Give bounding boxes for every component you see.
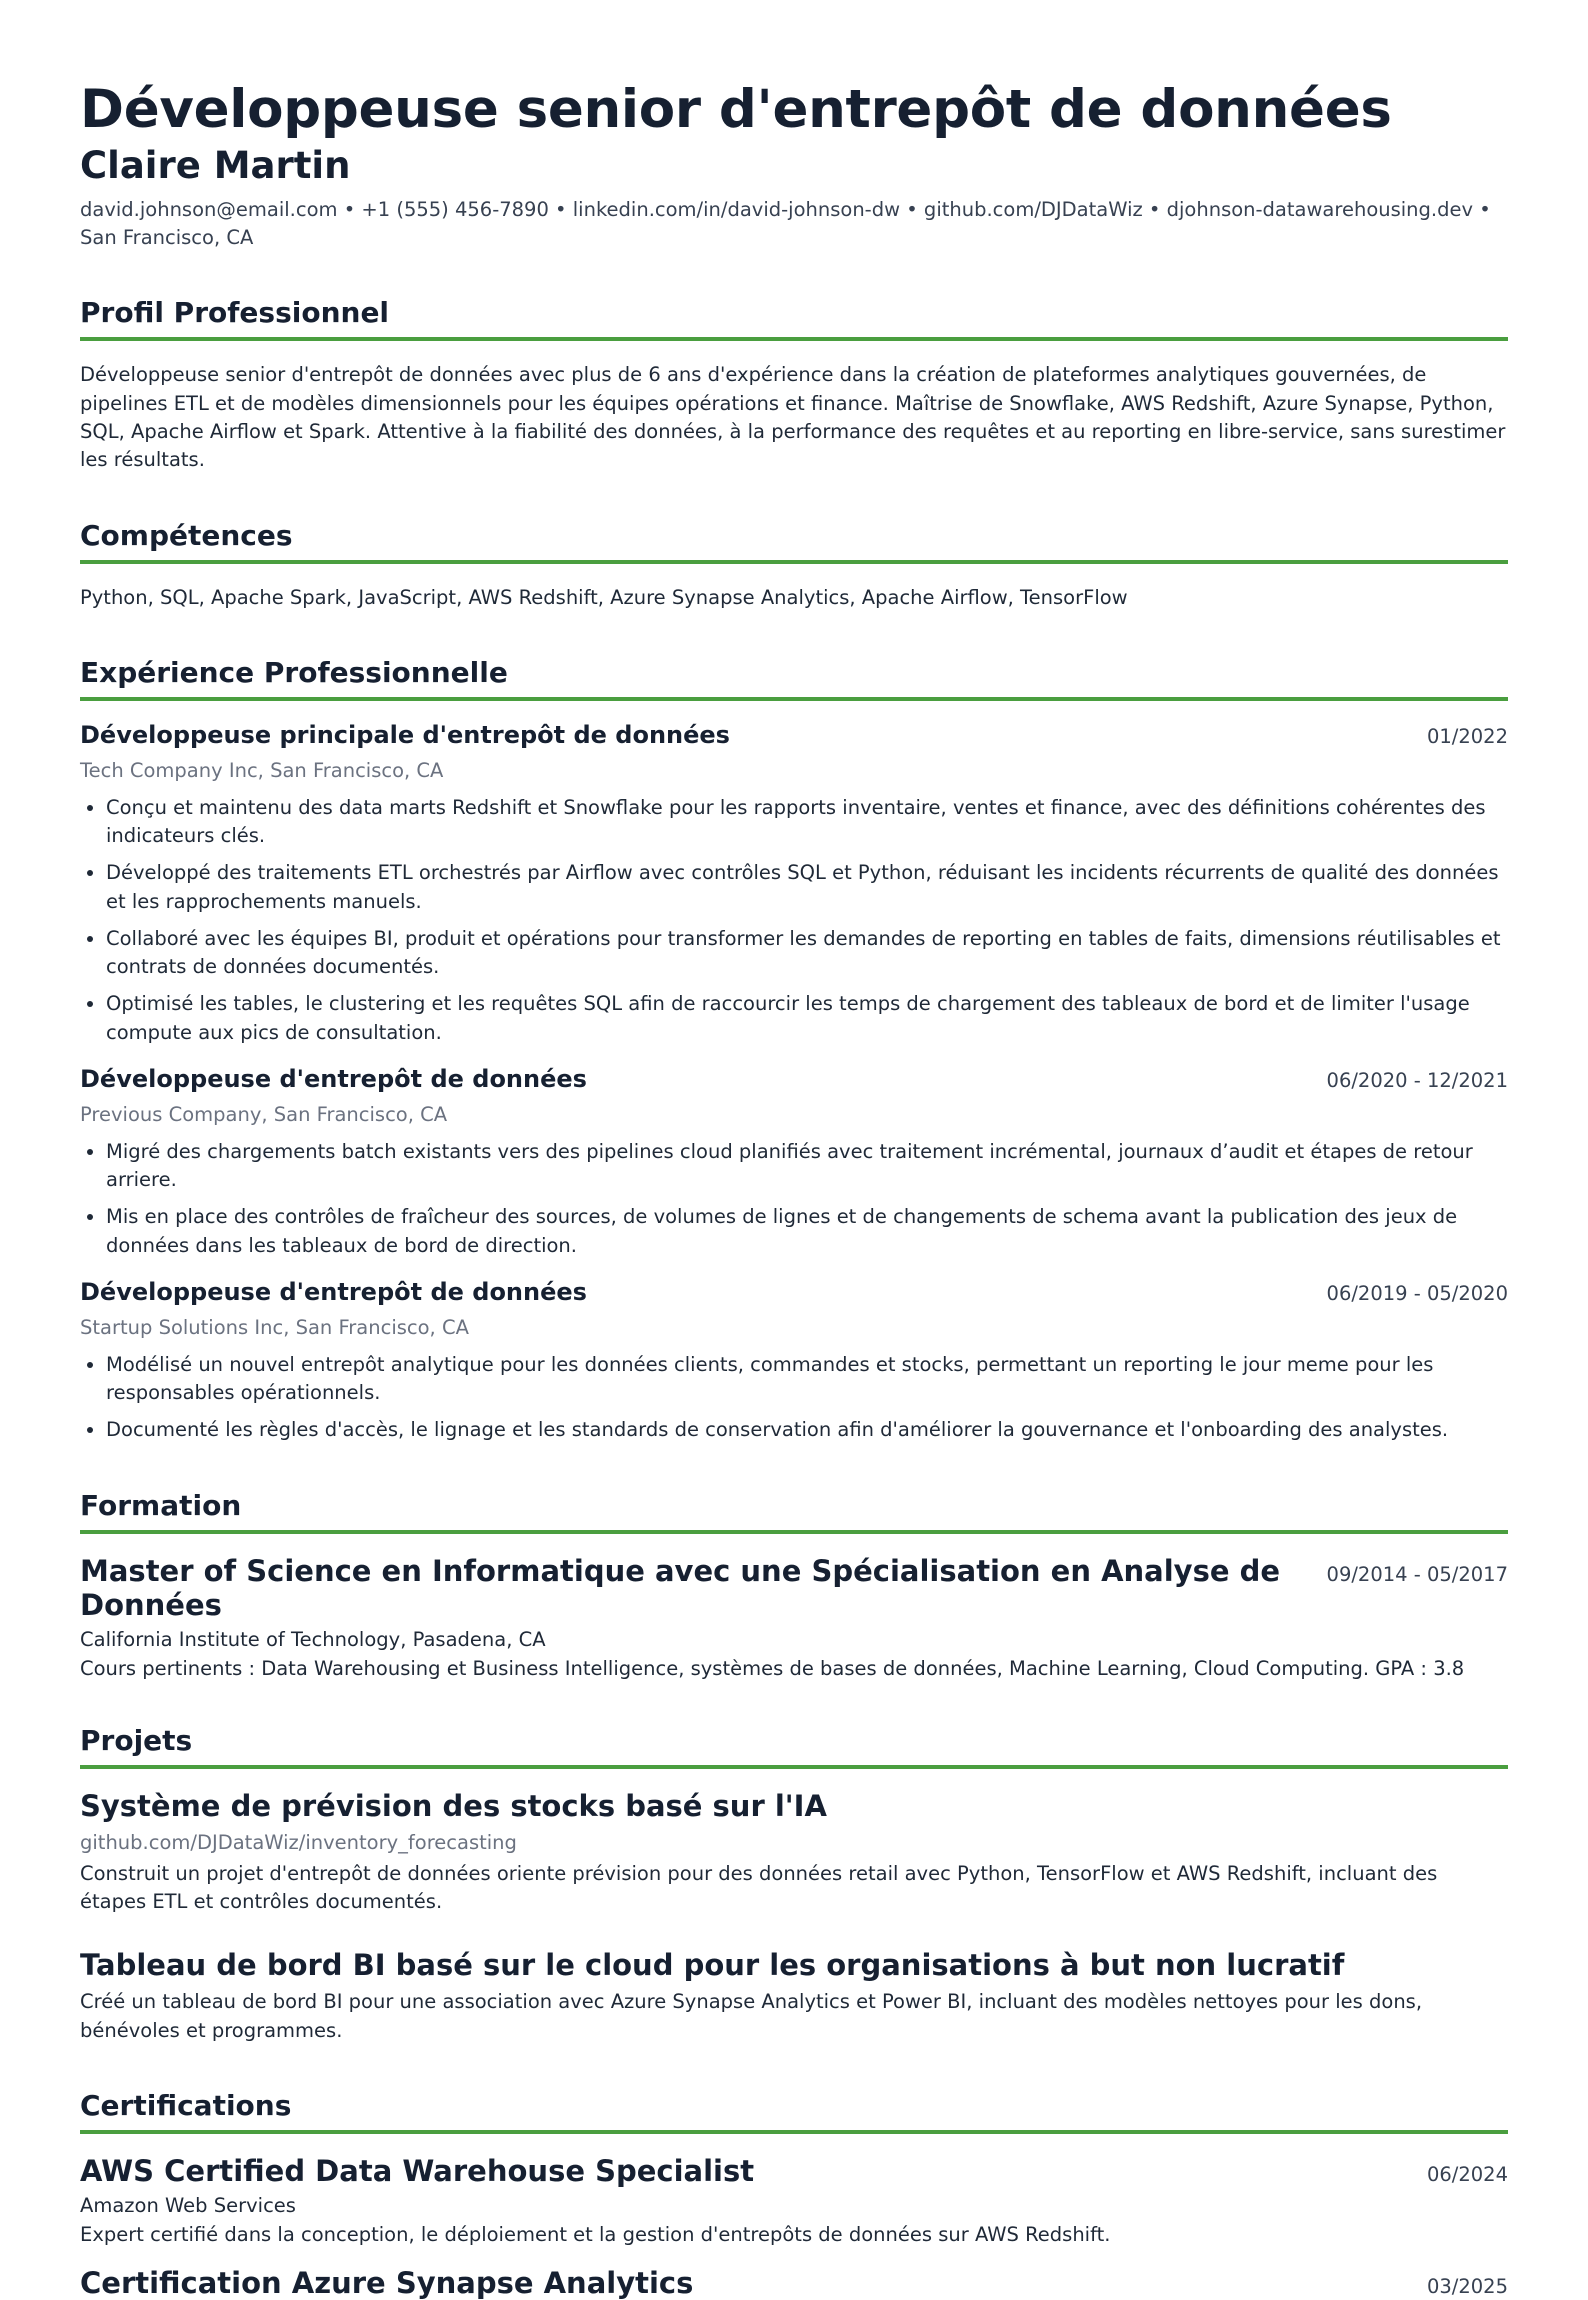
job-bullet: • Modélisé un nouvel entrepôt analytique pour les données clients, commandes et stocks, permettant un reporting le jour meme pour les responsables opérationnels.: [106, 1351, 1508, 1408]
job-bullets: [80, 1351, 1508, 1445]
certifications-section: [80, 2089, 1508, 2300]
certification-title: AWS Certified Data Warehouse Specialist: [80, 2153, 755, 2188]
project-entry: [80, 1948, 1508, 2045]
project-entry: [80, 1789, 1508, 1917]
section-heading-profile: Profil Professionnel: [80, 296, 1508, 341]
job-company: Tech Company Inc, San Francisco, CA: [80, 758, 444, 782]
section-heading-experience: Expérience Professionnelle: [80, 656, 1508, 701]
candidate-name: Claire Martin: [80, 144, 351, 188]
job-bullet: • Développé des traitements ETL orchestrés par Airflow avec contrôles SQL et Python, réduisant les incidents récurrents de qualité des données et les rapprochements manuels.: [106, 859, 1508, 916]
experience-section: [80, 656, 1508, 1445]
job-date: 01/2022: [1426, 724, 1508, 748]
certification-title: Certification Azure Synapse Analytics: [80, 2265, 694, 2300]
job-company: Startup Solutions Inc, San Francisco, CA: [80, 1315, 469, 1339]
certification-description: Expert certifié dans la conception, le déploiement et la gestion d'entrepôts de données sur AWS Redshift.: [80, 2222, 1111, 2246]
contact-line: david.johnson@email.com • +1 (555) 456-7890 • linkedin.com/in/david-johnson-dw • github.com/DJDataWiz • djohnson-datawarehousing.dev • San Francisco, CA: [80, 197, 1491, 250]
certification-date: 03/2025: [1426, 2274, 1508, 2298]
job-company: Previous Company, San Francisco, CA: [80, 1102, 448, 1126]
certification-issuer: Amazon Web Services: [80, 2193, 296, 2217]
job-title: Développeuse principale d'entrepôt de données: [80, 720, 730, 749]
job-bullet: • Documenté les règles d'accès, le lignage et les standards de conservation afin d'améliorer la gouvernance et l'onboarding des analystes.: [106, 1416, 1508, 1444]
job-bullets: [80, 794, 1508, 1047]
school-name: California Institute of Technology, Pasadena, CA: [80, 1627, 546, 1651]
job-bullet: • Optimisé les tables, le clustering et les requêtes SQL afin de raccourcir les temps de chargement des tableaux de bord et de limiter l'usage compute aux pics de consultation.: [106, 990, 1508, 1047]
job-title: Développeuse d'entrepôt de données: [80, 1064, 587, 1093]
job-bullet: • Collaboré avec les équipes BI, produit et opérations pour transformer les demandes de reporting en tables de faits, dimensions réutilisables et contrats de données documentés.: [106, 925, 1508, 982]
job-bullet: • Mis en place des contrôles de fraîcheur des sources, de volumes de lignes et de changements de schema avant la publication des jeux de données dans les tableaux de bord de direction.: [106, 1203, 1508, 1260]
degree-title: Master of Science en Informatique avec une Spécialisation en Analyse de Données: [80, 1553, 1281, 1622]
job-date: 06/2020 - 12/2021: [1326, 1068, 1508, 1092]
job-date: 06/2019 - 05/2020: [1326, 1281, 1508, 1305]
job-title: Développeuse d'entrepôt de données: [80, 1277, 587, 1306]
job-entry: [80, 721, 1508, 1047]
project-link[interactable]: github.com/DJDataWiz/inventory_forecasting: [80, 1830, 517, 1854]
job-bullets: [80, 1138, 1508, 1260]
education-date: 09/2014 - 05/2017: [1326, 1562, 1508, 1586]
resume-title: Développeuse senior d'entrepôt de données: [80, 79, 1392, 140]
job-bullet: • Migré des chargements batch existants vers des pipelines cloud planifiés avec traitement incrémental, journaux d’audit et étapes de retour arriere.: [106, 1138, 1508, 1195]
certification-date: 06/2024: [1426, 2162, 1508, 2186]
education-section: [80, 1489, 1508, 1680]
projects-section: [80, 1724, 1508, 2045]
section-heading-projects: Projets: [80, 1724, 1508, 1769]
profile-text: Développeuse senior d'entrepôt de données avec plus de 6 ans d'expérience dans la création de plateformes analytiques gouvernées, de pipelines ETL et de modèles dimensionnels pour les équipes opérations et finance. Maîtrise de Snowflake, AWS Redshift, Azure Synapse, Python, SQL, Apache Airflow et Spark. Attentive à la fiabilité des données, à la performance des requêtes et au reporting en libre-service, sans surestimer les résultats.: [80, 363, 1506, 472]
project-title: Système de prévision des stocks basé sur l'IA: [80, 1788, 827, 1823]
education-courses: Cours pertinents : Data Warehousing et Business Intelligence, systèmes de bases de données, Machine Learning, Cloud Computing. GPA : 3.8: [80, 1656, 1465, 1680]
profile-section: [80, 296, 1508, 474]
skills-text: Python, SQL, Apache Spark, JavaScript, AWS Redshift, Azure Synapse Analytics, Apache Airflow, TensorFlow: [80, 585, 1128, 609]
job-entry: [80, 1065, 1508, 1260]
skills-section: [80, 519, 1508, 612]
section-heading-certifications: Certifications: [80, 2089, 1508, 2134]
job-entry: [80, 1278, 1508, 1445]
project-title: Tableau de bord BI basé sur le cloud pour les organisations à but non lucratif: [80, 1948, 1345, 1983]
job-bullet: • Conçu et maintenu des data marts Redshift et Snowflake pour les rapports inventaire, ventes et finance, avec des définitions cohérentes des indicateurs clés.: [106, 794, 1508, 851]
certification-entry: [80, 2266, 1508, 2300]
project-description: Créé un tableau de bord BI pour une association avec Azure Synapse Analytics et Power BI, incluant des modèles nettoyes pour les dons, bénévoles et programmes.: [80, 1990, 1423, 2042]
section-heading-skills: Compétences: [80, 519, 1508, 564]
project-description: Construit un projet d'entrepôt de données oriente prévision pour des données retail avec Python, TensorFlow et AWS Redshift, incluant des étapes ETL et contrôles documentés.: [80, 1861, 1438, 1914]
section-heading-education: Formation: [80, 1489, 1508, 1534]
certification-entry: [80, 2154, 1508, 2246]
